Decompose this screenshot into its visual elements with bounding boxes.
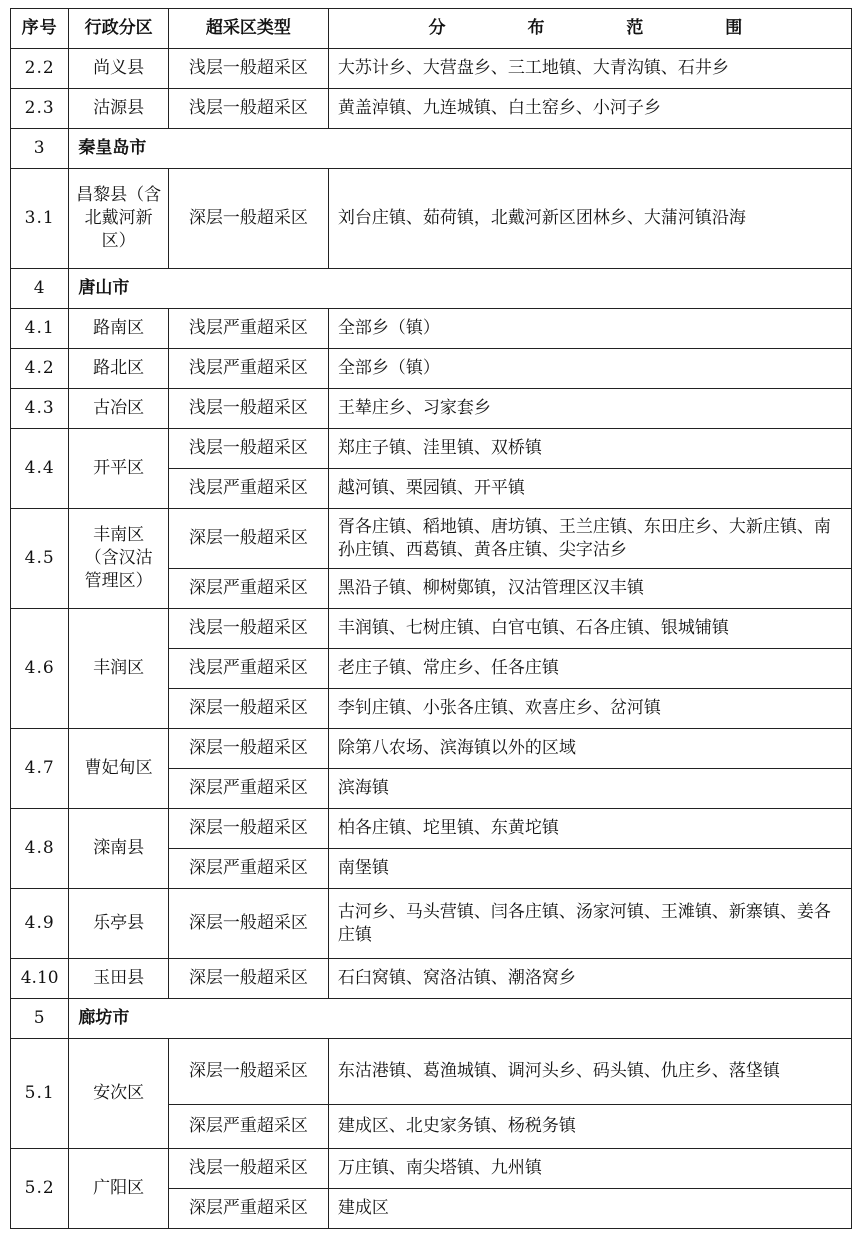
row-index: 5.1 xyxy=(11,1039,69,1149)
row-index: 4.3 xyxy=(11,389,69,429)
row-type: 深层严重超采区 xyxy=(168,769,328,809)
row-district: 昌黎县（含北戴河新区） xyxy=(69,169,169,269)
row-index: 4.1 xyxy=(11,309,69,349)
city-index: 5 xyxy=(11,999,69,1039)
table-row xyxy=(11,609,852,649)
table-row xyxy=(11,429,852,469)
row-range: 建成区 xyxy=(328,1189,851,1229)
row-range: 刘台庄镇、茹荷镇，北戴河新区团林乡、大蒲河镇沿海 xyxy=(328,169,851,269)
row-range: 李钊庄镇、小张各庄镇、欢喜庄乡、岔河镇 xyxy=(328,689,851,729)
row-district: 古冶区 xyxy=(69,389,169,429)
row-district: 乐亭县 xyxy=(69,889,169,959)
groundwater-overdraft-table xyxy=(10,8,852,1229)
table-row xyxy=(11,169,852,269)
row-district: 路北区 xyxy=(69,349,169,389)
row-type: 浅层一般超采区 xyxy=(168,49,328,89)
row-type: 浅层一般超采区 xyxy=(168,89,328,129)
row-district: 安次区 xyxy=(69,1039,169,1149)
row-index: 4.6 xyxy=(11,609,69,729)
row-range: 石臼窝镇、窝洛沽镇、潮洛窝乡 xyxy=(328,959,851,999)
row-range: 大苏计乡、大营盘乡、三工地镇、大青沟镇、石井乡 xyxy=(328,49,851,89)
table-row xyxy=(11,89,852,129)
table-row xyxy=(11,309,852,349)
table-row xyxy=(11,49,852,89)
table-row xyxy=(11,809,852,849)
row-index: 4.8 xyxy=(11,809,69,889)
row-index: 3.1 xyxy=(11,169,69,269)
row-index: 2.3 xyxy=(11,89,69,129)
header-type: 超采区类型 xyxy=(168,9,328,49)
row-range: 古河乡、马头营镇、闫各庄镇、汤家河镇、王滩镇、新寨镇、姜各庄镇 xyxy=(328,889,851,959)
row-type: 深层一般超采区 xyxy=(168,509,328,569)
city-row xyxy=(11,999,852,1039)
row-type: 深层一般超采区 xyxy=(168,689,328,729)
table-row xyxy=(11,729,852,769)
table-row xyxy=(11,389,852,429)
row-district: 沽源县 xyxy=(69,89,169,129)
row-type: 深层一般超采区 xyxy=(168,169,328,269)
row-range: 胥各庄镇、稻地镇、唐坊镇、王兰庄镇、东田庄乡、大新庄镇、南孙庄镇、西葛镇、黄各庄镇、尖字沽乡 xyxy=(328,509,851,569)
table-row xyxy=(11,1149,852,1189)
row-type: 浅层严重超采区 xyxy=(168,469,328,509)
row-range: 全部乡（镇） xyxy=(328,349,851,389)
row-range: 建成区、北史家务镇、杨税务镇 xyxy=(328,1105,851,1149)
city-index: 3 xyxy=(11,129,69,169)
row-index: 4.10 xyxy=(11,959,69,999)
row-district: 广阳区 xyxy=(69,1149,169,1229)
row-type: 深层一般超采区 xyxy=(168,729,328,769)
row-type: 深层一般超采区 xyxy=(168,889,328,959)
row-type: 浅层严重超采区 xyxy=(168,349,328,389)
header-index: 序号 xyxy=(11,9,69,49)
row-district: 开平区 xyxy=(69,429,169,509)
row-range: 南堡镇 xyxy=(328,849,851,889)
row-index: 4.5 xyxy=(11,509,69,609)
row-district: 滦南县 xyxy=(69,809,169,889)
row-range: 黑沿子镇、柳树鄚镇，汉沽管理区汉丰镇 xyxy=(328,569,851,609)
city-name: 唐山市 xyxy=(69,269,852,309)
city-name: 秦皇岛市 xyxy=(69,129,852,169)
row-range: 滨海镇 xyxy=(328,769,851,809)
row-index: 5.2 xyxy=(11,1149,69,1229)
row-type: 浅层一般超采区 xyxy=(168,1149,328,1189)
row-range: 郑庄子镇、洼里镇、双桥镇 xyxy=(328,429,851,469)
row-range: 万庄镇、南尖塔镇、九州镇 xyxy=(328,1149,851,1189)
row-district: 尚义县 xyxy=(69,49,169,89)
row-type: 浅层严重超采区 xyxy=(168,309,328,349)
row-type: 深层严重超采区 xyxy=(168,1189,328,1229)
row-type: 深层一般超采区 xyxy=(168,809,328,849)
row-index: 2.2 xyxy=(11,49,69,89)
city-name: 廊坊市 xyxy=(69,999,852,1039)
row-type: 浅层一般超采区 xyxy=(168,429,328,469)
row-district: 丰润区 xyxy=(69,609,169,729)
table-row xyxy=(11,349,852,389)
row-range: 黄盖淖镇、九连城镇、白土窑乡、小河子乡 xyxy=(328,89,851,129)
row-range: 东沽港镇、葛渔城镇、调河头乡、码头镇、仇庄乡、落垡镇 xyxy=(328,1039,851,1105)
row-range: 王辇庄乡、习家套乡 xyxy=(328,389,851,429)
row-range: 老庄子镇、常庄乡、任各庄镇 xyxy=(328,649,851,689)
table-row xyxy=(11,889,852,959)
row-district: 丰南区（含汉沽管理区） xyxy=(69,509,169,609)
row-type: 深层严重超采区 xyxy=(168,569,328,609)
row-index: 4.4 xyxy=(11,429,69,509)
city-row xyxy=(11,269,852,309)
row-type: 深层严重超采区 xyxy=(168,849,328,889)
row-district: 曹妃甸区 xyxy=(69,729,169,809)
row-range: 全部乡（镇） xyxy=(328,309,851,349)
row-district: 玉田县 xyxy=(69,959,169,999)
row-index: 4.9 xyxy=(11,889,69,959)
city-index: 4 xyxy=(11,269,69,309)
row-index: 4.2 xyxy=(11,349,69,389)
row-district: 路南区 xyxy=(69,309,169,349)
row-range: 除第八农场、滨海镇以外的区域 xyxy=(328,729,851,769)
row-range: 丰润镇、七树庄镇、白官屯镇、石各庄镇、银城铺镇 xyxy=(328,609,851,649)
row-type: 浅层严重超采区 xyxy=(168,649,328,689)
table-row xyxy=(11,509,852,569)
city-row xyxy=(11,129,852,169)
row-type: 深层严重超采区 xyxy=(168,1105,328,1149)
row-range: 柏各庄镇、坨里镇、东黄坨镇 xyxy=(328,809,851,849)
table-row xyxy=(11,959,852,999)
table-row xyxy=(11,1039,852,1105)
row-type: 浅层一般超采区 xyxy=(168,389,328,429)
header-range: 分 布 范 围 xyxy=(328,9,851,49)
table-header-row xyxy=(11,9,852,49)
row-type: 深层一般超采区 xyxy=(168,959,328,999)
header-district: 行政分区 xyxy=(69,9,169,49)
row-type: 浅层一般超采区 xyxy=(168,609,328,649)
row-range: 越河镇、栗园镇、开平镇 xyxy=(328,469,851,509)
row-index: 4.7 xyxy=(11,729,69,809)
row-type: 深层一般超采区 xyxy=(168,1039,328,1105)
